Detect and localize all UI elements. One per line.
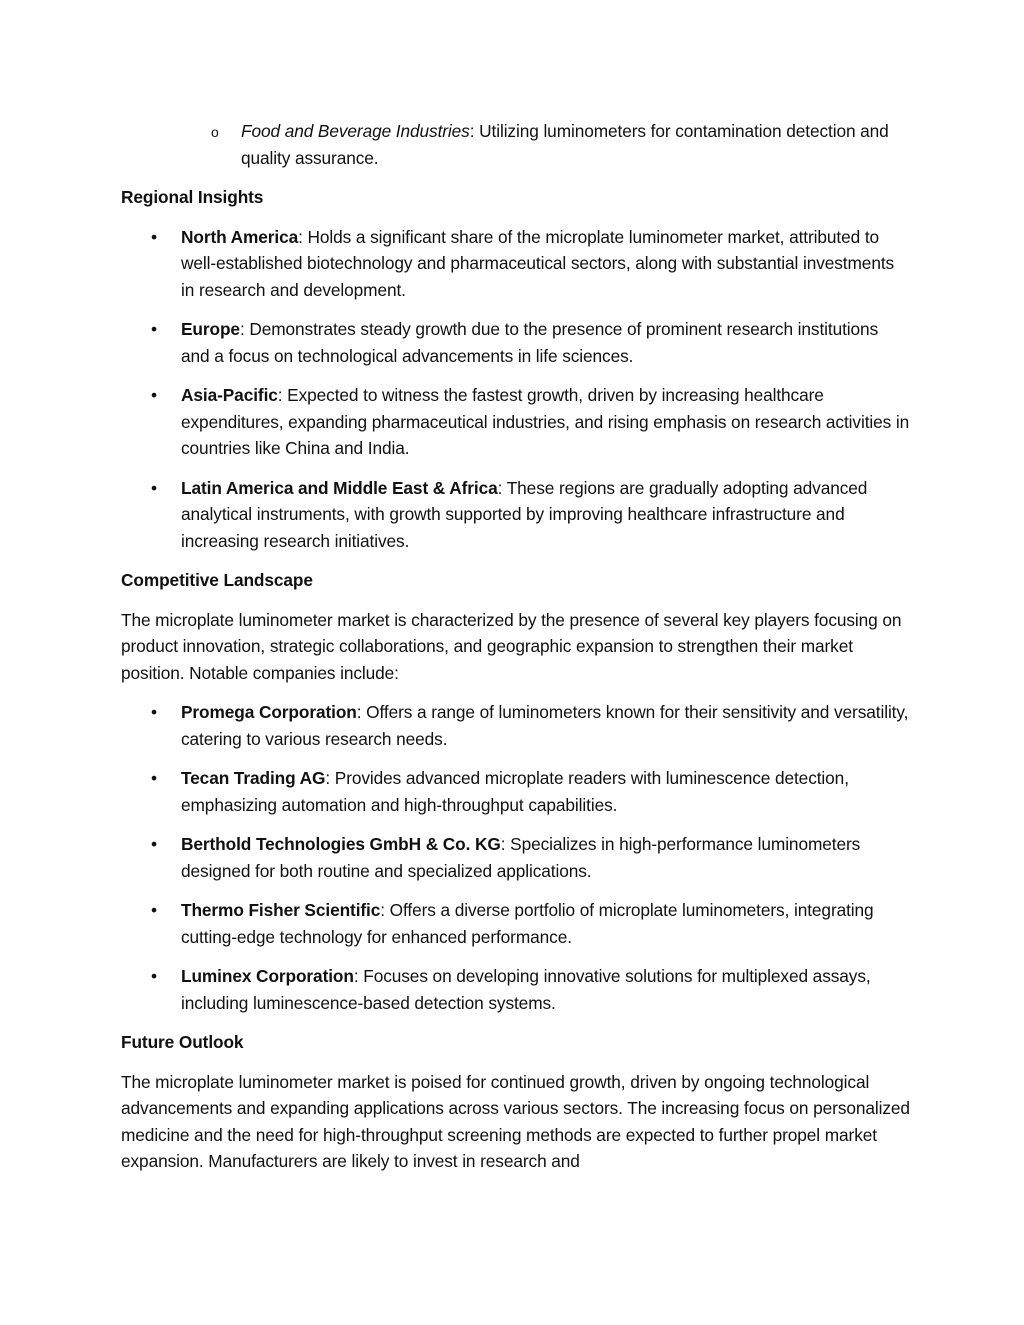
bullet-icon: • [151,768,157,788]
list-item [121,765,911,818]
list-item [121,382,911,462]
companies-list [121,699,911,1016]
list-item [121,224,911,304]
future-outlook-heading: Future Outlook [121,1032,244,1052]
bullet-icon: • [151,319,157,339]
list-item-text: : Provides advanced microplate readers with luminescence detection, emphasizing automation and high-throughput capabilities. [181,768,849,815]
list-item-text: : Holds a significant share of the microplate luminometer market, attributed to well-established biotechnology and pharmaceutical sectors, along with substantial investments in research and development. [181,226,895,300]
list-item-term: North America [181,226,299,247]
list-item [121,699,911,752]
list-item-term: Latin America and Middle East & Africa [181,477,498,498]
list-item-text: : Expected to witness the fastest growth, driven by increasing healthcare expenditures, expanding pharmaceutical industries, and rising emphasis on research activities in countries like China and India. [181,385,910,458]
competitive-landscape-heading: Competitive Landscape [121,570,313,590]
bullet-icon: • [151,702,157,722]
list-item-text: : Offers a diverse portfolio of microplate luminometers, integrating cutting-edge technology for enhanced performance. [181,900,874,947]
bullet-icon: • [151,900,157,920]
list-item-term: Tecan Trading AG [181,768,326,788]
list-item [121,475,911,555]
bullet-icon: • [151,385,157,405]
list-item-text: : Specializes in high-performance luminometers designed for both routine and specialized applications. [181,834,861,881]
list-item [121,963,911,1016]
list-item-text: : Offers a range of luminometers known for their sensitivity and versatility, catering to various research needs. [181,702,909,749]
list-item-text: : Focuses on developing innovative solutions for multiplexed assays, including luminescence-based detection systems. [181,966,871,1013]
sub-item-text: : Utilizing luminometers for contamination detection and quality assurance. [241,121,889,168]
bullet-icon: • [151,834,157,854]
list-item-term: Europe [181,319,240,339]
sub-list-item [121,118,911,171]
list-item-text: : These regions are gradually adopting advanced analytical instruments, with growth supported by improving healthcare infrastructure and increasing research initiatives. [181,477,868,551]
list-item-term: Asia-Pacific [181,385,278,405]
competitive-intro-paragraph: The microplate luminometer market is characterized by the presence of several key players focusing on product innovation, strategic collaborations, and geographic expansion to strengthen their market position. Notable companies include: [121,609,902,683]
list-item-term: Promega Corporation [181,702,357,722]
bullet-icon: • [151,966,157,986]
bullet-icon: • [151,226,157,247]
bullet-icon: • [151,477,157,498]
list-item [121,316,911,369]
list-item-term: Berthold Technologies GmbH & Co. KG [181,834,501,854]
list-item-text: : Demonstrates steady growth due to the presence of prominent research institutions and a focus on technological advancements in life sciences. [181,319,879,366]
list-item-term: Thermo Fisher Scientific [181,900,381,920]
regional-insights-heading: Regional Insights [121,187,264,207]
regional-list [121,224,911,555]
list-item [121,831,911,884]
future-outlook-paragraph: The microplate luminometer market is poised for continued growth, driven by ongoing technological advancements and expanding applications across various sectors. The increasing focus on personalized medicine and the need for high-throughput screening methods are expected to further propel market expansion. Manufacturers are likely to invest in research and [121,1071,910,1171]
hollow-bullet-icon: o [211,124,219,140]
list-item [121,897,911,950]
sub-item-term: Food and Beverage Industries [241,121,470,141]
document-body [121,118,911,1188]
list-item-term: Luminex Corporation [181,966,354,986]
